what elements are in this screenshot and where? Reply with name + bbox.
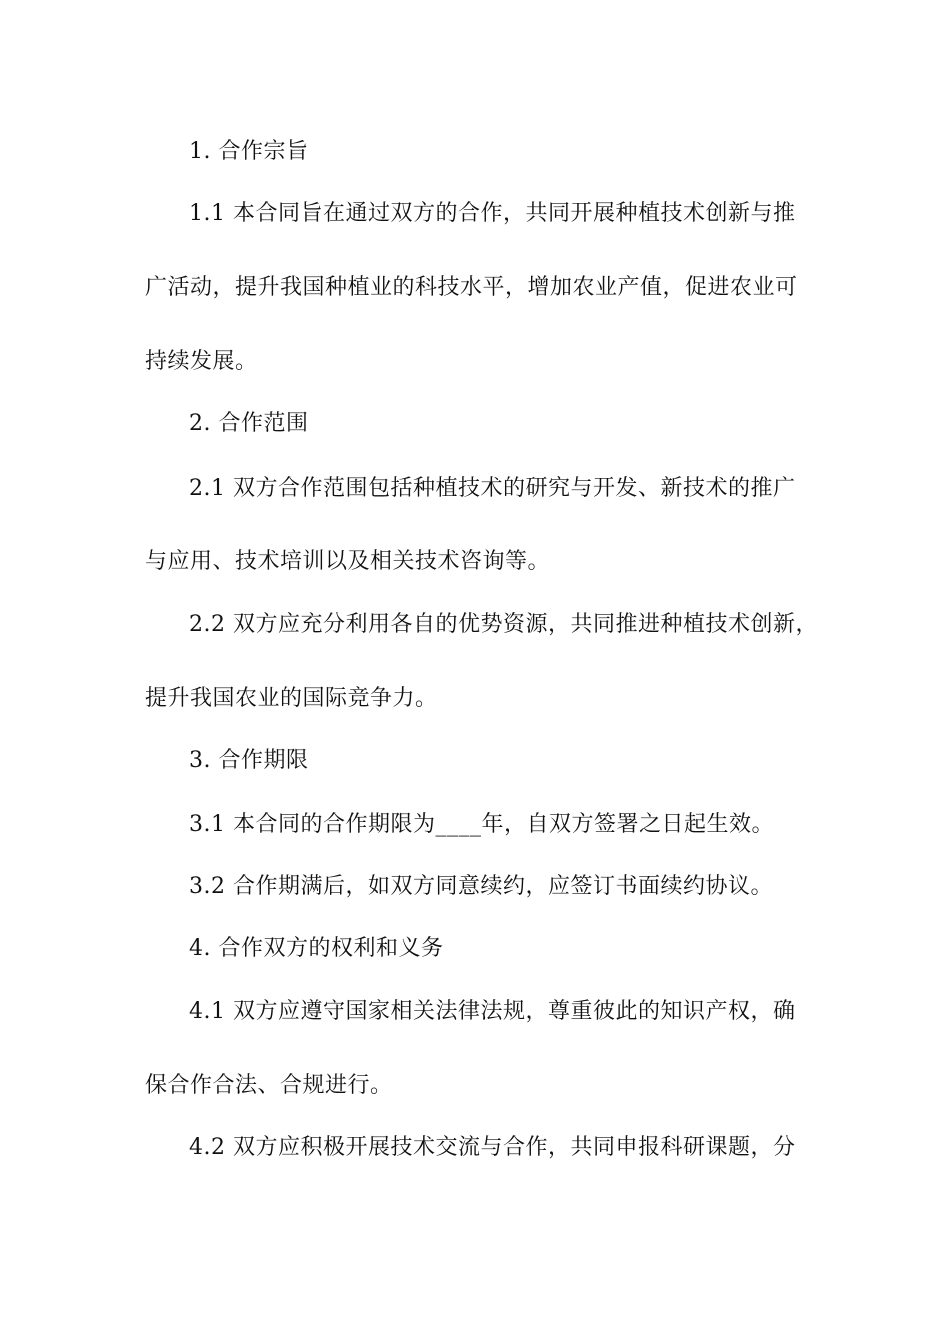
section-3-heading: 3. 合作期限: [189, 748, 309, 773]
clause-4-1-line-2: 保合作合法、合规进行。: [145, 1073, 393, 1098]
clause-2-2-line-1: 2.2 双方应充分利用各自的优势资源，共同推进种植技术创新，: [189, 612, 818, 637]
clause-1-1-line-3: 持续发展。: [145, 349, 258, 374]
clause-2-1-line-1: 2.1 双方合作范围包括种植技术的研究与开发、新技术的推广: [189, 476, 796, 501]
clause-4-1-line-1: 4.1 双方应遵守国家相关法律法规，尊重彼此的知识产权，确: [189, 999, 796, 1024]
clause-3-1: 3.1 本合同的合作期限为____年，自双方签署之日起生效。: [189, 812, 774, 837]
clause-3-2: 3.2 合作期满后，如双方同意续约，应签订书面续约协议。: [189, 874, 773, 899]
section-1-heading: 1. 合作宗旨: [189, 139, 309, 164]
clause-1-1-line-2: 广活动，提升我国种植业的科技水平，增加农业产值，促进农业可: [145, 275, 798, 300]
clause-4-2-line-1: 4.2 双方应积极开展技术交流与合作，共同申报科研课题，分: [189, 1135, 796, 1160]
clause-1-1-line-1: 1.1 本合同旨在通过双方的合作，共同开展种植技术创新与推: [189, 201, 796, 226]
section-4-heading: 4. 合作双方的权利和义务: [189, 936, 444, 961]
clause-2-2-line-2: 提升我国农业的国际竞争力。: [145, 686, 438, 711]
section-2-heading: 2. 合作范围: [189, 411, 309, 436]
clause-2-1-line-2: 与应用、技术培训以及相关技术咨询等。: [145, 549, 551, 574]
